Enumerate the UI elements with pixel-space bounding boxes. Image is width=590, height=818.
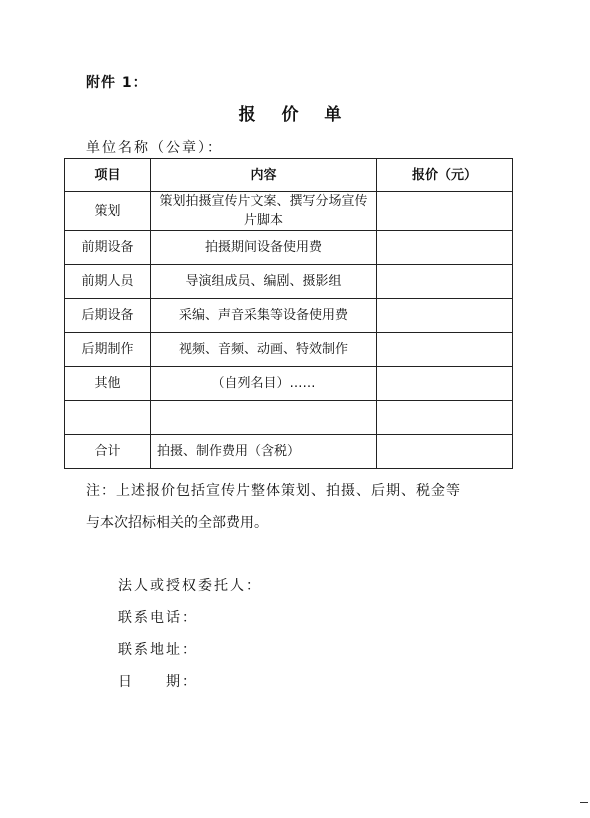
row-content: 采编、声音采集等设备使用费: [151, 299, 377, 333]
row-price: [377, 299, 513, 333]
row-content: 拍摄期间设备使用费: [151, 231, 377, 265]
table-row: [65, 401, 513, 435]
row-content: 视频、音频、动画、特效制作: [151, 333, 377, 367]
row-content: [151, 401, 377, 435]
legal-rep-label: 法人或授权委托人：: [118, 578, 262, 594]
note-line-1: 注：上述报价包括宣传片整体策划、拍摄、后期、税金等: [86, 483, 461, 499]
row-item: [65, 401, 151, 435]
row-item: 前期设备: [65, 231, 151, 265]
attachment-label: 附件 1：: [86, 75, 148, 91]
row-price: [377, 333, 513, 367]
table-row: [65, 299, 513, 333]
row-content: 策划拍摄宣传片文案、撰写分场宣传片脚本: [151, 192, 377, 231]
header-content: 内容: [151, 159, 377, 192]
row-content: （自列名目）……: [151, 367, 377, 401]
address-label: 联系地址：: [118, 642, 198, 658]
table-row: [65, 265, 513, 299]
row-price: [377, 265, 513, 299]
unit-name-label: 单位名称（公章）：: [86, 140, 223, 156]
row-price: [377, 401, 513, 435]
table-row: [65, 231, 513, 265]
row-price: [377, 367, 513, 401]
row-item: 策划: [65, 192, 151, 231]
total-row: [65, 435, 513, 469]
table-row: [65, 192, 513, 231]
header-item: 项目: [65, 159, 151, 192]
document-title: 报 价 单: [238, 105, 352, 125]
date-label: 日 期：: [118, 674, 198, 690]
phone-label: 联系电话：: [118, 610, 198, 626]
table-row: [65, 333, 513, 367]
table-row: [65, 367, 513, 401]
row-item: 其他: [65, 367, 151, 401]
total-content: 拍摄、制作费用（含税）: [151, 435, 377, 469]
row-content: 导演组成员、编剧、摄影组: [151, 265, 377, 299]
note-line-2: 与本次招标相关的全部费用。: [86, 515, 268, 531]
row-item: 前期人员: [65, 265, 151, 299]
quote-table: [64, 158, 513, 469]
row-item: 后期制作: [65, 333, 151, 367]
total-price: [377, 435, 513, 469]
row-price: [377, 192, 513, 231]
row-item: 后期设备: [65, 299, 151, 333]
page-marker: [580, 802, 588, 803]
header-price: 报价（元）: [377, 159, 513, 192]
row-price: [377, 231, 513, 265]
table-header-row: [65, 159, 513, 192]
total-item: 合计: [65, 435, 151, 469]
